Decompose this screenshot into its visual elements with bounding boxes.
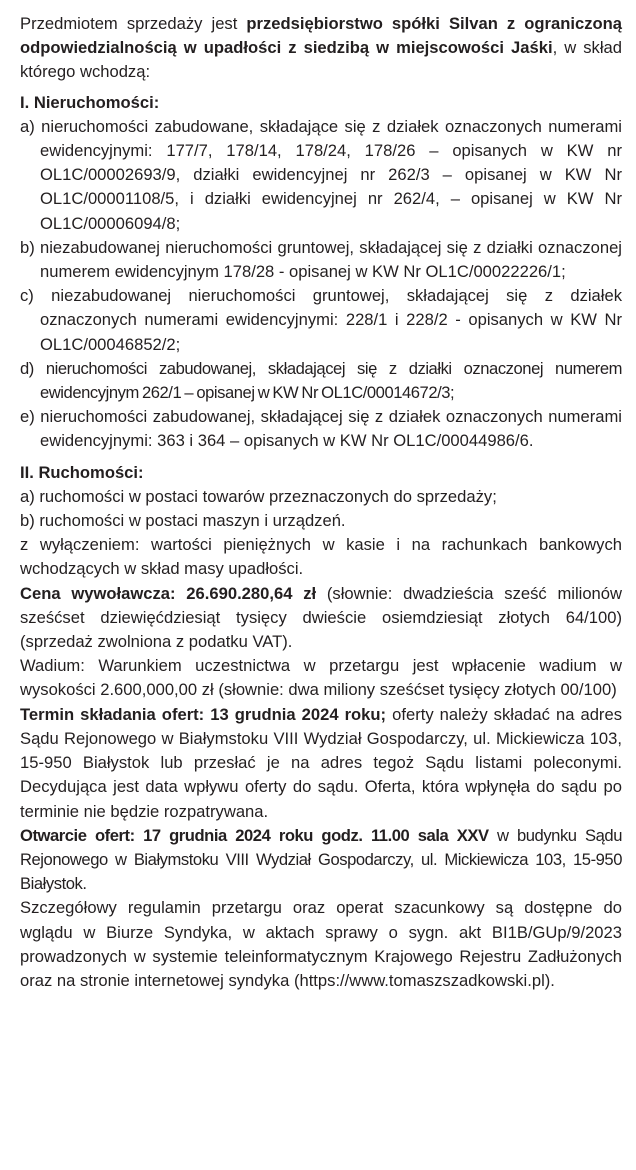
starting-price: Cena wywoławcza: 26.690.280,64 zł bbox=[20, 583, 317, 603]
real-estate-item-b: b) niezabudowanej nieruchomości gruntowej, składającej się z działki oznaczonej numerem ewidencyjnym 178/28 - opisanej w KW Nr OL1C/00022226/1; bbox=[20, 237, 622, 282]
company-name: przedsiębiorstwo spółki Silvan z ograniczoną odpowiedzialnością w upadłości z siedzibą w miejscowości Jaśki bbox=[20, 14, 622, 58]
intro-paragraph bbox=[20, 12, 622, 85]
price-details: (słownie: dwadzieścia sześć milionów sześćset dziewięćdziesiąt tysięcy dwieście osiemdziesiąt złotych 64/100) (sprzedaż zwolniona z podatku VAT). bbox=[20, 583, 623, 652]
section-movables-title: II. Ruchomości: bbox=[20, 462, 144, 482]
opening-details: w budynku Sądu Rejonowego w Białymstoku VIII Wydział Gospodarczy, ul. Mickiewicza 103, 15-950 Białystok. bbox=[20, 825, 622, 894]
deadline-details: oferty należy składać na adres Sądu Rejonowego w Białymstoku VIII Wydział Gospodarczy, ul. Mickiewicza 103, 15-950 Białystok lub przesłać je na adres tegoż Sądu listami poleconymi. Decydująca jest data wpływu oferty do sądu. Oferta, która wpłynęła do sądu po terminie nie będzie rozpatrywana. bbox=[20, 704, 622, 821]
opening-paragraph bbox=[20, 824, 622, 897]
real-estate-item-a: a) nieruchomości zabudowane, składające się z działek oznaczonych numerami ewidencyjnymi: 177/7, 178/14, 178/24, 178/26 – opisanych w KW nr OL1C/00002693/9, działki ewidencyjnej nr 262/3 – opisanej w KW Nr OL1C/00001108/5, i działki ewidencyjnej nr 262/4, – opisanej w KW Nr OL1C/00006094/8; bbox=[20, 116, 622, 233]
offer-deadline: Termin składania ofert: 13 grudnia 2024 roku; bbox=[20, 704, 387, 724]
offer-opening: Otwarcie ofert: 17 grudnia 2024 roku godz. 11.00 sala XXV bbox=[20, 825, 489, 845]
real-estate-item-d: d) nieruchomości zabudowanej, składającej się z działki oznaczonej numerem ewidencyjnym 262/1 – opisanej w KW Nr OL1C/00014672/3; bbox=[20, 358, 622, 403]
exclusion-paragraph: z wyłączeniem: wartości pieniężnych w kasie i na rachunkach bankowych wchodzących w skład masy upadłości. bbox=[20, 535, 622, 579]
deposit-paragraph: Wadium: Warunkiem uczestnictwa w przetargu jest wpłacenie wadium w wysokości 2.600,000,00 zł (słownie: dwa miliony sześćset tysięcy złotych 00/100) bbox=[20, 656, 622, 700]
details-paragraph: Szczegółowy regulamin przetargu oraz operat szacunkowy są dostępne do wglądu w Biurze Syndyka, w aktach sprawy o sygn. akt BI1B/GUp/9/2023 prowadzonych w systemie teleinformatycznym Krajowego Rejestru Zadłużonych oraz na stronie internetowej syndyka (https://www.tomaszszadkowski.pl). bbox=[20, 898, 622, 990]
movables-item-b: b) ruchomości w postaci maszyn i urządzeń. bbox=[20, 511, 346, 531]
real-estate-item-c: c) niezabudowanej nieruchomości gruntowej, składającej się z działek oznaczonych numerami ewidencyjnymi: 228/1 i 228/2 - opisanych w KW Nr OL1C/00046852/2; bbox=[20, 286, 622, 354]
movables-item-a: a) ruchomości w postaci towarów przeznaczonych do sprzedaży; bbox=[20, 486, 497, 506]
deadline-paragraph bbox=[20, 703, 622, 824]
price-paragraph bbox=[20, 582, 622, 655]
intro-text-end: , w skład którego wchodzą: bbox=[20, 38, 622, 82]
real-estate-item-e: e) nieruchomości zabudowanej, składającej się z działek oznaczonych numerami ewidencyjnymi: 363 i 364 – opisanych w KW Nr OL1C/00044986/6. bbox=[20, 407, 622, 451]
intro-text: Przedmiotem sprzedaży jest bbox=[20, 14, 247, 33]
section-real-estate-title: I. Nieruchomości: bbox=[20, 92, 160, 112]
